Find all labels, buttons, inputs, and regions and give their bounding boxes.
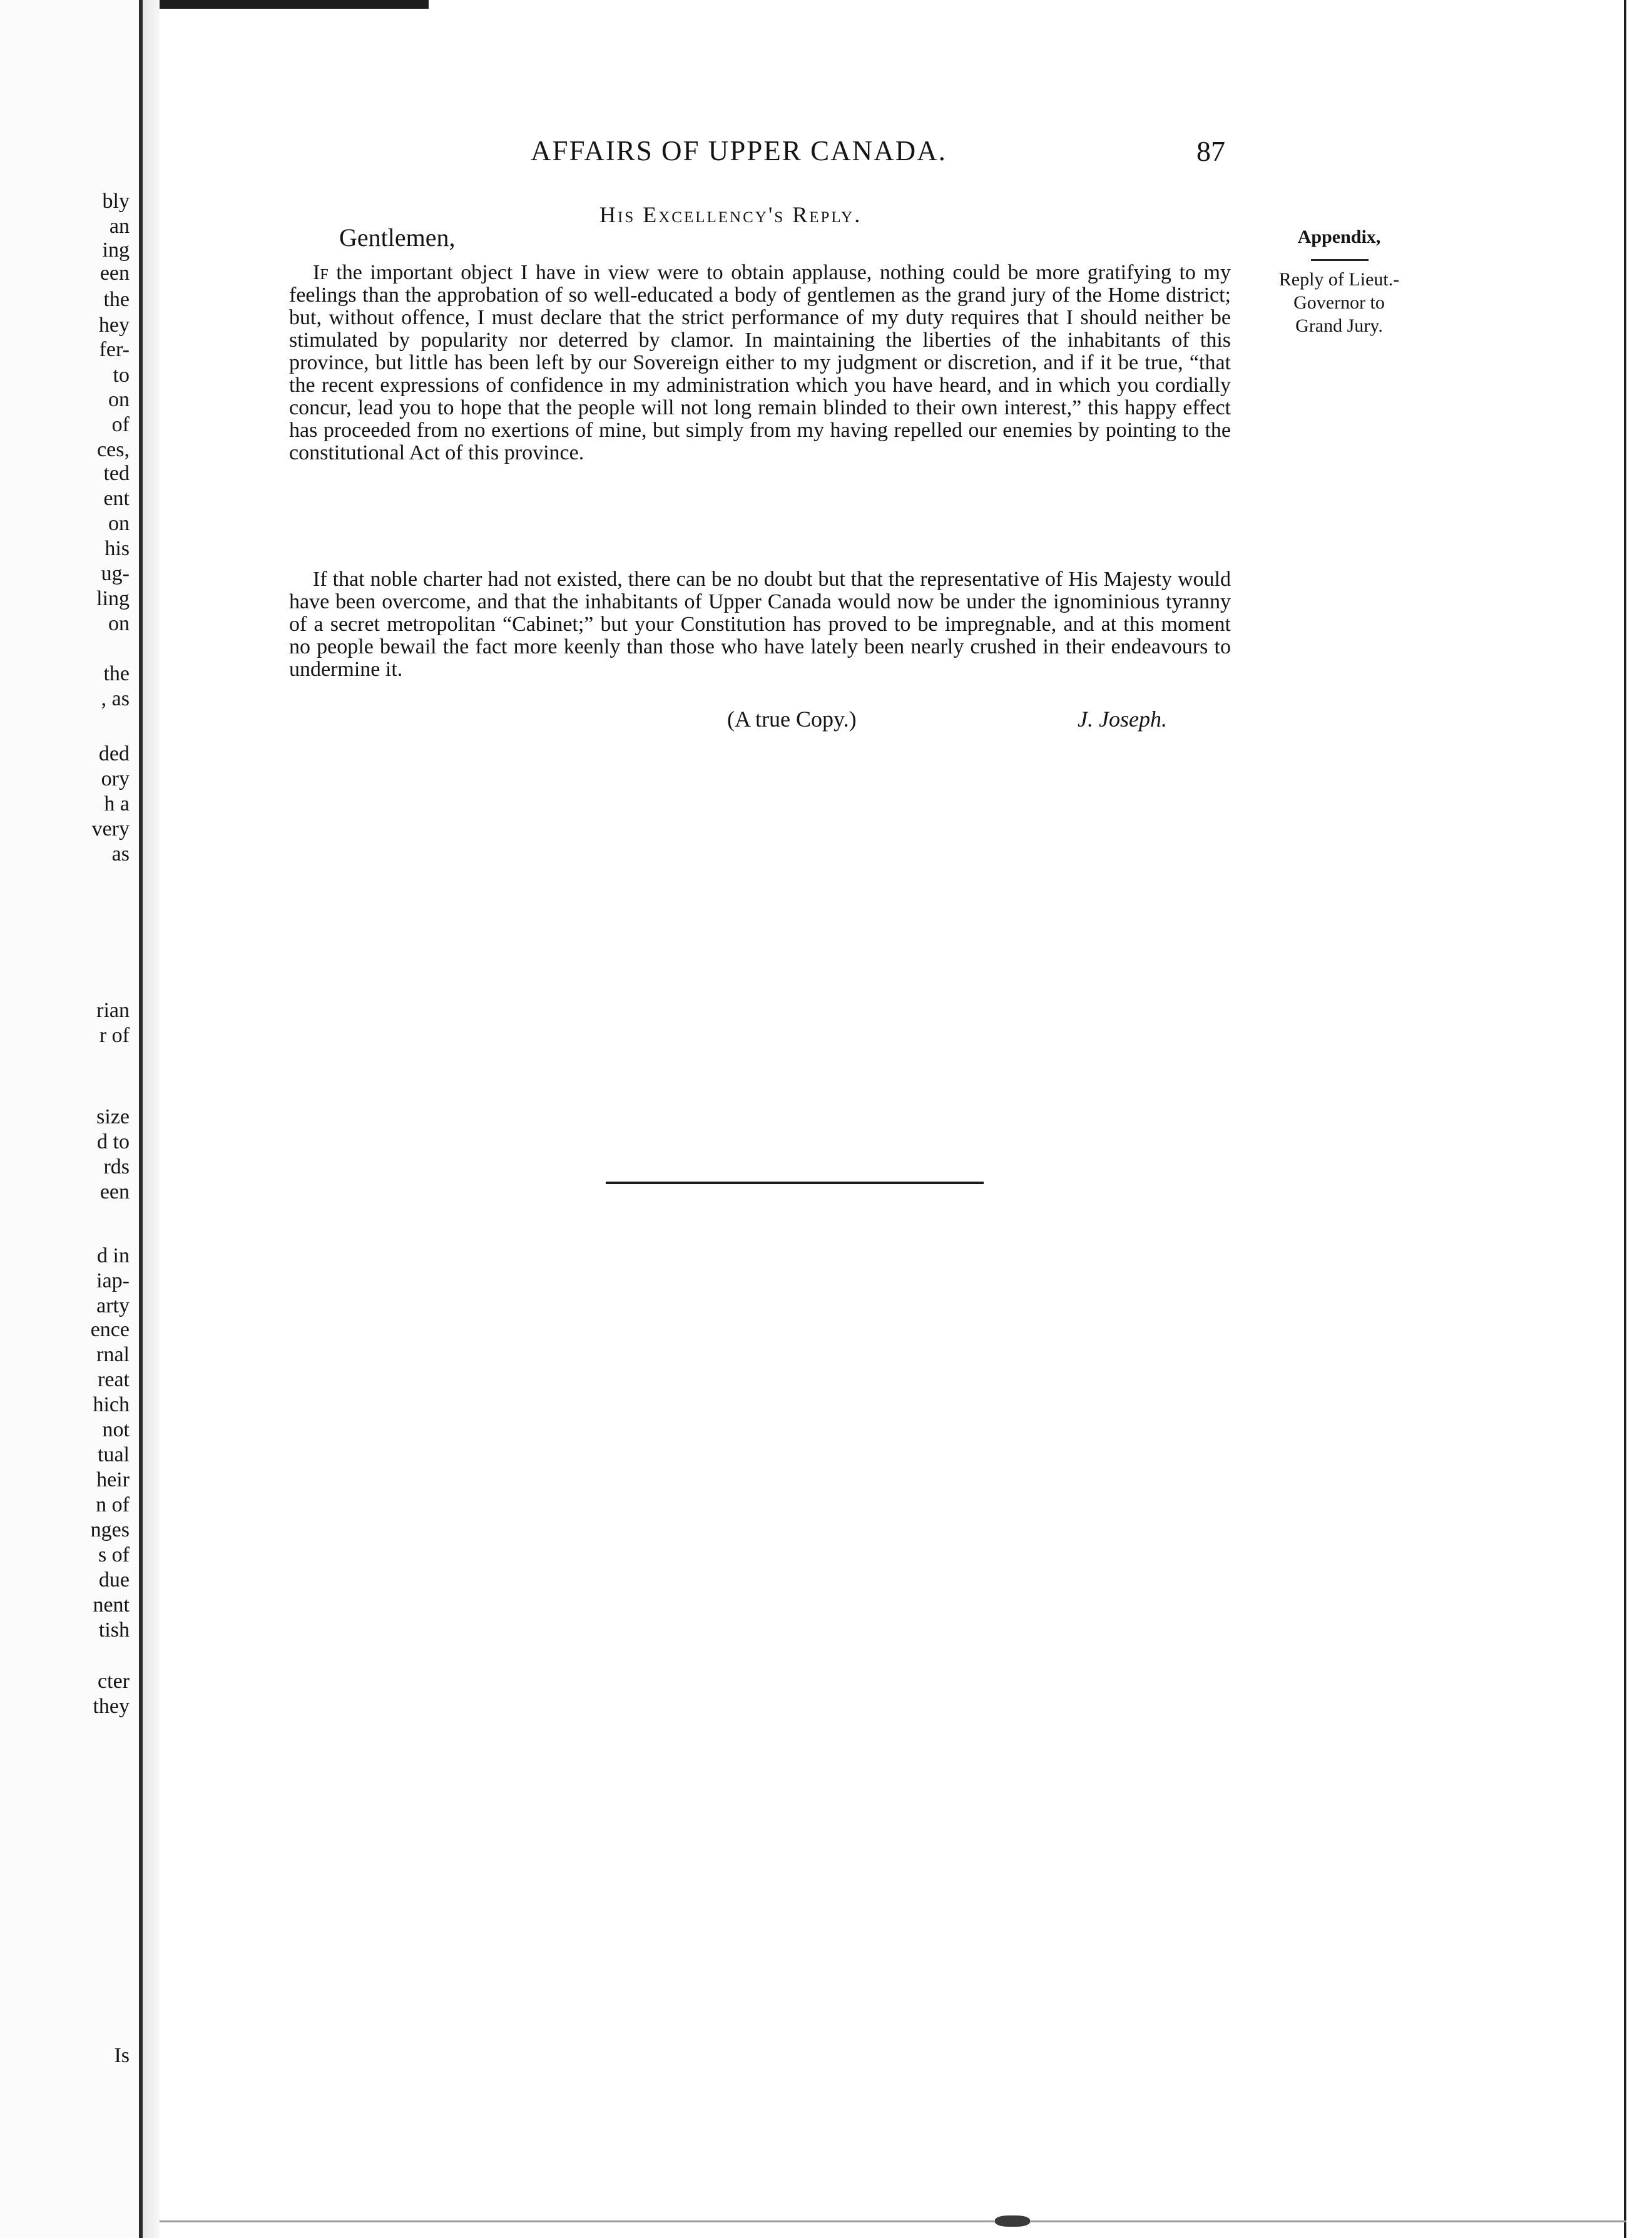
facing-page-line: een — [99, 1180, 130, 1203]
salutation: Gentlemen, — [339, 223, 456, 252]
facing-page-line: cter — [98, 1670, 130, 1693]
facing-page-line: they — [93, 1695, 130, 1718]
section-heading: His Excellency's Reply. — [599, 202, 862, 227]
facing-page-fragment — [0, 0, 160, 2238]
facing-page-line: een — [99, 262, 130, 285]
page-number: 87 — [1196, 135, 1225, 167]
facing-page-line: on — [108, 512, 130, 535]
facing-page-line: ces, — [97, 438, 130, 461]
gutter-edge — [139, 0, 143, 2238]
facing-page-line: tish — [98, 1618, 130, 1642]
page-bottom-edge — [160, 2220, 1626, 2222]
body-paragraph-1 — [289, 262, 1231, 464]
facing-page-line: heir — [96, 1468, 130, 1491]
facing-page-line: his — [105, 537, 130, 560]
facing-page-line: to — [113, 364, 130, 387]
facing-page-line: as — [111, 842, 130, 866]
ink-smudge — [995, 2215, 1030, 2227]
facing-page-line: rian — [96, 999, 130, 1022]
margin-note-line: Reply of Lieut.- — [1278, 269, 1400, 290]
facing-page-line: very — [91, 817, 130, 841]
end-rule — [606, 1182, 984, 1184]
facing-page-line: nent — [93, 1593, 130, 1617]
facing-page-line: size — [96, 1105, 130, 1128]
running-title: AFFAIRS OF UPPER CANADA. — [531, 135, 947, 166]
facing-page-line: ug- — [101, 562, 130, 585]
body-paragraph-2 — [289, 568, 1231, 681]
margin-note-line: Grand Jury. — [1295, 315, 1383, 336]
facing-page-line: the — [103, 288, 130, 311]
margin-note-line: Governor to — [1293, 292, 1385, 313]
facing-page-line: d to — [97, 1130, 130, 1153]
facing-page-line: , as — [101, 687, 130, 710]
facing-page-line: nges — [90, 1518, 130, 1541]
facing-page-line: s of — [98, 1543, 130, 1566]
facing-page-line: d in — [97, 1244, 130, 1267]
initial-word: If — [313, 261, 329, 284]
facing-page-line: ling — [96, 587, 130, 610]
margin-heading: Appendix, — [1297, 227, 1381, 247]
paragraph-text: the important object I have in view were to obtain applause, nothing could be more gratifying to my feelings than the approbation of so well-educated a body of gentlemen as the grand jury of the Home district; but, without offence, I must declare that the strict performance of my duty requires that I should neither be stimulated by popularity nor deterred by clamor. In maintaining the liberties of the inhabitants of this province, but little has been left by our Sovereign either to my judgment or discretion, and if it be true, “that the recent expressions of confidence in my administration which you have heard, and in which you cordially concur, lead you to hope that the people will not long remain blinded to their own interest,” this happy effect has proceeded from no exertions of mine, but simply from my having repelled our enemies by pointing to the constitutional Act of this province. — [289, 261, 1231, 464]
facing-page-line: due — [98, 1568, 130, 1592]
facing-page-line: ded — [98, 742, 130, 765]
facing-page-line: arty — [96, 1294, 130, 1317]
facing-page-line: the — [103, 662, 130, 685]
facing-page-line: Is — [114, 2044, 130, 2067]
facing-page-line: ence — [90, 1318, 130, 1341]
facing-page-line: ent — [103, 487, 130, 510]
page-right-edge — [1624, 0, 1626, 2238]
facing-page-line: an — [109, 215, 130, 238]
facing-page-line: not — [102, 1418, 130, 1441]
facing-page-line: n of — [96, 1493, 130, 1516]
attestation: (A true Copy.) — [727, 707, 857, 732]
facing-page-line: iap- — [96, 1269, 130, 1292]
facing-page-line: bly — [102, 190, 130, 213]
facing-page-line: reat — [98, 1368, 130, 1391]
facing-page-line: ted — [103, 462, 130, 485]
facing-page-line: on — [108, 612, 130, 635]
facing-page-line: hich — [93, 1393, 130, 1416]
facing-page-line: fer- — [99, 338, 130, 361]
facing-page-line: of — [111, 413, 130, 436]
paragraph-text: If that noble charter had not existed, there can be no doubt but that the representative of His Majesty would have been overcome, and that the inhabitants of Upper Canada would now be under the ignominious tyranny of a secret metropolitan “Cabinet;” but your Constitution has proved to be impregnable, and at this moment no people bewail the fact more keenly than those who have lately been nearly crushed in their endeavours to undermine it. — [289, 568, 1231, 681]
margin-rule — [1311, 259, 1369, 261]
facing-page-line: ory — [101, 767, 130, 790]
gutter-shadow — [143, 0, 160, 2238]
facing-page-line: h a — [104, 792, 130, 815]
facing-page-line: rnal — [96, 1343, 130, 1366]
facing-page-line: rds — [103, 1155, 130, 1178]
facing-page-line: on — [108, 388, 130, 411]
signature: J. Joseph. — [1078, 707, 1167, 732]
facing-page-line: hey — [98, 314, 130, 337]
facing-page-line: tual — [98, 1443, 130, 1466]
facing-page-line: r of — [99, 1024, 130, 1047]
facing-page-line: ing — [102, 238, 130, 262]
margin-note — [1277, 268, 1402, 337]
